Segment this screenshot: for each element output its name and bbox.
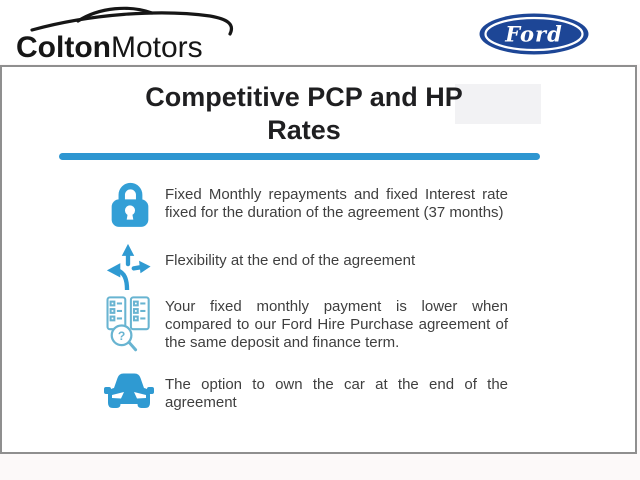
benefit-item-flexibility [104, 240, 512, 270]
benefit-text [165, 240, 508, 270]
colton-motors-logo [14, 2, 244, 64]
benefit-text-line: fixed for the duration of the agreement (37 months) [165, 204, 504, 221]
ford-oval-logo-icon [479, 13, 589, 55]
benefit-item-fixed-repayments [104, 178, 512, 222]
benefit-text-line: Your fixed monthly payment is lower when [165, 298, 508, 315]
branching-arrows-icon [104, 242, 152, 290]
benefit-text-line: the same deposit and finance term. [165, 334, 400, 351]
benefit-text-line: compared to our Ford Hire Purchase agreement of [165, 316, 508, 333]
magnifier-question-mark: ? [117, 328, 126, 343]
benefit-text-line: Flexibility at the end of the agreement [165, 252, 416, 269]
benefit-text [165, 368, 508, 412]
benefit-text [165, 178, 508, 222]
benefit-text-line: Fixed Monthly repayments and fixed Interest rate [165, 186, 508, 203]
header [0, 0, 640, 64]
documents-magnifier-icon [106, 296, 153, 354]
car-icon [104, 370, 154, 414]
benefit-item-lower-payment [104, 294, 512, 352]
title-underline-rule [59, 153, 540, 160]
benefit-text-line: The option to own the car at the end of the [165, 376, 508, 393]
brand-wordmark-bold: Colton [16, 31, 111, 64]
page-title [2, 81, 606, 147]
brand-wordmark [16, 32, 203, 64]
padlock-icon [108, 178, 152, 230]
ford-script-text: Ford [505, 21, 563, 47]
benefit-text-line: agreement [165, 394, 237, 411]
brand-wordmark-light: Motors [110, 31, 203, 64]
page-title-line-1: Competitive PCP and HP [145, 82, 463, 112]
benefit-text [165, 294, 508, 352]
page-title-line-2: Rates [267, 115, 341, 145]
content-panel [0, 65, 637, 454]
benefit-item-own-the-car [104, 368, 512, 412]
